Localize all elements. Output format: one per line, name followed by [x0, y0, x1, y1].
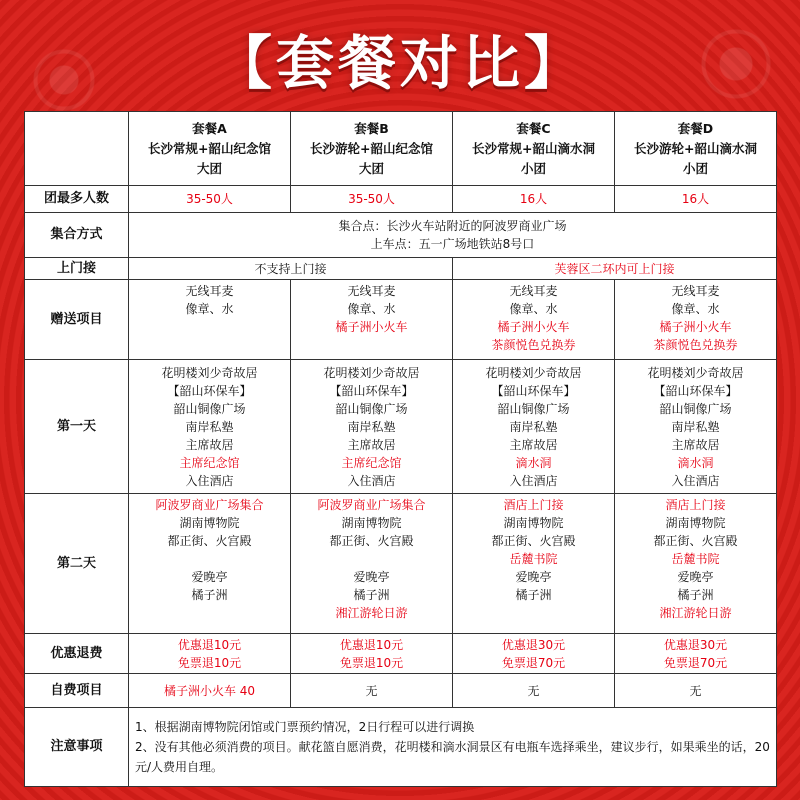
self-pay-c: 无 [453, 674, 615, 708]
package-b-name: 套餐B [354, 120, 389, 136]
itinerary-item: 湘江游轮日游 [335, 606, 408, 620]
pickup-label: 上门接 [25, 258, 129, 280]
day2-d [615, 494, 777, 634]
itinerary-item: 爱晚亭 [191, 570, 228, 584]
gift-item: 茶颜悦色兑换券 [491, 338, 576, 352]
itinerary-item: 花明楼刘少奇故居 [323, 365, 420, 380]
itinerary-item: 爱晚亭 [677, 570, 714, 584]
gift-item: 无线耳麦 [185, 284, 234, 298]
gift-item: 橘子洲小火车 [497, 320, 570, 334]
gift-item: 像章、水 [347, 302, 396, 316]
max-people-d: 16人 [615, 186, 777, 213]
itinerary-spacer [131, 550, 288, 568]
self-pay-row [25, 674, 777, 708]
package-b-route: 长沙游轮+韶山纪念馆 [310, 140, 433, 156]
pickup-row [25, 258, 777, 280]
itinerary-item: 主席故居 [347, 437, 396, 452]
package-a-header [129, 112, 291, 186]
max-people-c: 16人 [453, 186, 615, 213]
itinerary-item: 橘子洲 [515, 588, 552, 602]
itinerary-item: 都正街、火宫殿 [491, 534, 576, 548]
max-people-a: 35-50人 [129, 186, 291, 213]
pickup-ab: 不支持上门接 [129, 258, 453, 280]
itinerary-item: 入住酒店 [671, 473, 720, 488]
package-c-header [453, 112, 615, 186]
self-pay-label: 自费项目 [25, 674, 129, 708]
gift-item: 像章、水 [185, 302, 234, 316]
package-comparison-table [24, 111, 777, 787]
refund-line: 免票退10元 [339, 655, 404, 670]
gift-item: 无线耳麦 [671, 284, 720, 298]
refund-label: 优惠退费 [25, 634, 129, 674]
boarding-point: 上车点：五一广场地铁站8号口 [370, 237, 535, 251]
refund-b [291, 634, 453, 674]
itinerary-item: 橘子洲 [677, 588, 714, 602]
itinerary-item: 阿波罗商业广场集合 [155, 498, 264, 512]
itinerary-item: 酒店上门接 [665, 498, 726, 512]
note-line-1: 1、根据湖南博物院闭馆或门票预约情况，2日行程可以进行调换 [135, 720, 475, 734]
day2-c [453, 494, 615, 634]
itinerary-item: 花明楼刘少奇故居 [161, 365, 258, 380]
itinerary-item: 主席故居 [671, 437, 720, 452]
day2-row [25, 494, 777, 634]
itinerary-item: 橘子洲 [191, 588, 228, 602]
package-c-route: 长沙常规+韶山滴水洞 [472, 140, 595, 156]
page-title: 【套餐对比】 [213, 29, 586, 97]
itinerary-item: 花明楼刘少奇故居 [485, 365, 582, 380]
gifts-d [615, 280, 777, 360]
gifts-b [291, 280, 453, 360]
day2-b [291, 494, 453, 634]
self-pay-a: 橘子洲小火车 40 [129, 674, 291, 708]
itinerary-item: 主席故居 [185, 437, 234, 452]
itinerary-item: 南岸私塾 [509, 419, 558, 434]
itinerary-item: 橘子洲 [353, 588, 390, 602]
package-b-size: 大团 [358, 160, 384, 176]
itinerary-item: 主席纪念馆 [341, 455, 402, 470]
refund-line: 优惠退30元 [663, 637, 728, 652]
header-row [25, 112, 777, 186]
max-people-row [25, 186, 777, 213]
self-pay-b: 无 [291, 674, 453, 708]
gift-item: 橘子洲小火车 [659, 320, 732, 334]
meeting-row [25, 213, 777, 258]
meeting-label: 集合方式 [25, 213, 129, 258]
refund-line: 免票退10元 [177, 655, 242, 670]
itinerary-item: 入住酒店 [509, 473, 558, 488]
day1-a [129, 360, 291, 494]
max-people-b: 35-50人 [291, 186, 453, 213]
itinerary-item: 湘江游轮日游 [659, 606, 732, 620]
itinerary-item: 韶山铜像广场 [173, 401, 246, 416]
package-a-name: 套餐A [192, 120, 227, 136]
itinerary-item: 爱晚亭 [515, 570, 552, 584]
day1-d [615, 360, 777, 494]
itinerary-item: 湖南博物院 [665, 516, 726, 530]
itinerary-item: 岳麓书院 [671, 552, 720, 566]
package-a-route: 长沙常规+韶山纪念馆 [148, 140, 271, 156]
itinerary-item: 湖南博物院 [179, 516, 240, 530]
gifts-a [129, 280, 291, 360]
refund-d [615, 634, 777, 674]
day1-row [25, 360, 777, 494]
day1-label: 第一天 [25, 360, 129, 494]
package-d-size: 小团 [682, 160, 708, 176]
gift-item: 茶颜悦色兑换券 [653, 338, 738, 352]
refund-a [129, 634, 291, 674]
itinerary-item: 韶山铜像广场 [659, 401, 732, 416]
itinerary-item: 韶山铜像广场 [497, 401, 570, 416]
refund-line: 免票退70元 [663, 655, 728, 670]
gifts-row [25, 280, 777, 360]
package-a-size: 大团 [196, 160, 222, 176]
refund-line: 优惠退10元 [177, 637, 242, 652]
comparison-board [24, 111, 776, 786]
day1-c [453, 360, 615, 494]
itinerary-item: 入住酒店 [185, 473, 234, 488]
day1-b [291, 360, 453, 494]
refund-c [453, 634, 615, 674]
gift-item: 无线耳麦 [347, 284, 396, 298]
itinerary-item: 阿波罗商业广场集合 [317, 498, 426, 512]
note-line-2: 2、没有其他必须消费的项目。献花篮自愿消费，花明楼和滴水洞景区有电瓶车选择乘坐，建议步行，如果乘坐的话，20元/人费用自理。 [135, 740, 770, 774]
itinerary-item: 【韶山环保车】 [167, 383, 252, 398]
itinerary-item: 南岸私塾 [347, 419, 396, 434]
notes-row [25, 708, 777, 787]
refund-line: 优惠退30元 [501, 637, 566, 652]
notes-label: 注意事项 [25, 708, 129, 787]
refund-row [25, 634, 777, 674]
itinerary-item: 滴水洞 [515, 455, 552, 470]
itinerary-item: 南岸私塾 [185, 419, 234, 434]
gift-item: 橘子洲小火车 [335, 320, 408, 334]
itinerary-item: 【韶山环保车】 [491, 383, 576, 398]
gifts-c [453, 280, 615, 360]
itinerary-item: 湖南博物院 [341, 516, 402, 530]
package-d-route: 长沙游轮+韶山滴水洞 [634, 140, 757, 156]
package-c-name: 套餐C [516, 120, 551, 136]
gift-item: 像章、水 [671, 302, 720, 316]
refund-line: 免票退70元 [501, 655, 566, 670]
day2-label: 第二天 [25, 494, 129, 634]
max-people-label: 团最多人数 [25, 186, 129, 213]
itinerary-item: 酒店上门接 [503, 498, 564, 512]
gift-item: 无线耳麦 [509, 284, 558, 298]
itinerary-spacer [293, 550, 450, 568]
package-d-name: 套餐D [677, 120, 714, 136]
meeting-point: 集合点：长沙火车站附近的阿波罗商业广场 [338, 219, 567, 233]
itinerary-item: 湖南博物院 [503, 516, 564, 530]
itinerary-item: 都正街、火宫殿 [167, 534, 252, 548]
gifts-label: 赠送项目 [25, 280, 129, 360]
itinerary-item: 花明楼刘少奇故居 [647, 365, 744, 380]
itinerary-item: 滴水洞 [677, 455, 714, 470]
itinerary-item: 都正街、火宫殿 [329, 534, 414, 548]
package-b-header [291, 112, 453, 186]
pickup-cd: 芙蓉区二环内可上门接 [453, 258, 777, 280]
package-d-header [615, 112, 777, 186]
refund-line: 优惠退10元 [339, 637, 404, 652]
itinerary-item: 岳麓书院 [509, 552, 558, 566]
itinerary-item: 【韶山环保车】 [329, 383, 414, 398]
itinerary-item: 都正街、火宫殿 [653, 534, 738, 548]
itinerary-item: 入住酒店 [347, 473, 396, 488]
day2-a [129, 494, 291, 634]
gift-item: 像章、水 [509, 302, 558, 316]
itinerary-item: 爱晚亭 [353, 570, 390, 584]
meeting-info [129, 213, 777, 258]
notes-content [129, 708, 777, 787]
itinerary-item: 主席故居 [509, 437, 558, 452]
itinerary-item: 南岸私塾 [671, 419, 720, 434]
self-pay-d: 无 [615, 674, 777, 708]
itinerary-item: 【韶山环保车】 [653, 383, 738, 398]
itinerary-item: 主席纪念馆 [179, 455, 240, 470]
header-corner [25, 112, 129, 186]
itinerary-item: 韶山铜像广场 [335, 401, 408, 416]
package-c-size: 小团 [520, 160, 546, 176]
